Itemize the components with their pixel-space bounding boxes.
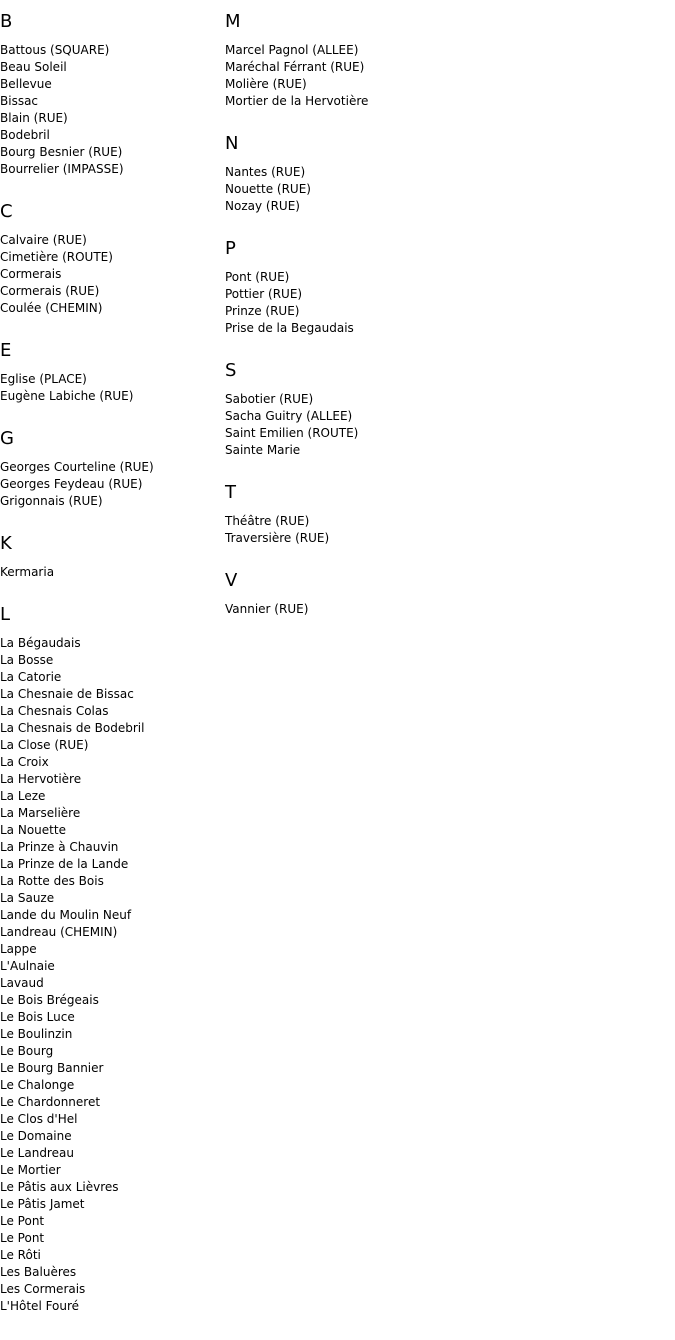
street-link-le-chardonneret[interactable]: Le Chardonneret (0, 1095, 101, 1109)
street-list-item (225, 269, 525, 286)
street-list-item (0, 890, 220, 907)
street-list (0, 564, 220, 581)
street-list-item (0, 975, 220, 992)
letter-section-p (225, 238, 525, 349)
street-list-item (0, 266, 220, 283)
street-link-eglise-place[interactable]: Eglise (PLACE) (0, 372, 87, 386)
street-link-battous-square[interactable]: Battous (SQUARE) (0, 43, 110, 57)
letter-heading-s: S (225, 360, 237, 381)
street-link-la-chesnais-colas[interactable]: La Chesnais Colas (0, 704, 109, 718)
street-link-la-chesnais-de-bodebril[interactable]: La Chesnais de Bodebril (0, 721, 145, 735)
street-list-item (0, 839, 220, 856)
street-list-item (0, 1043, 220, 1060)
street-list-item (0, 1230, 220, 1247)
street-link-la-rotte-des-bois[interactable]: La Rotte des Bois (0, 874, 104, 888)
street-list-item (0, 703, 220, 720)
street-list-item (0, 1298, 220, 1315)
street-list-item (0, 1281, 220, 1298)
street-list-item (225, 181, 525, 198)
street-list-item (0, 161, 220, 178)
street-list-item (0, 669, 220, 686)
street-list-item (0, 873, 220, 890)
street-list-item (225, 59, 525, 76)
street-link-georges-courteline-rue[interactable]: Georges Courteline (RUE) (0, 460, 154, 474)
street-list-item (0, 300, 220, 317)
street-link-la-hervotiere[interactable]: La Hervotière (0, 772, 82, 786)
street-list-item (225, 408, 525, 425)
street-list-item (0, 941, 220, 958)
street-list-item (0, 76, 220, 93)
street-link-blain-rue[interactable]: Blain (RUE) (0, 111, 68, 125)
street-list-item (225, 93, 525, 110)
street-link-lappe[interactable]: Lappe (0, 942, 37, 956)
street-list-item (0, 1247, 220, 1264)
street-link-bellevue[interactable]: Bellevue (0, 77, 52, 91)
street-list-item (0, 59, 220, 76)
street-link-le-patis-aux-lievres[interactable]: Le Pâtis aux Lièvres (0, 1180, 119, 1194)
street-list-item (0, 232, 220, 249)
street-link-coulee-chemin[interactable]: Coulée (CHEMIN) (0, 301, 103, 315)
street-link-beau-soleil[interactable]: Beau Soleil (0, 60, 67, 74)
street-link-cormerais[interactable]: Cormerais (0, 267, 62, 281)
street-link-sabotier-rue[interactable]: Sabotier (RUE) (225, 392, 314, 406)
letter-heading-t: T (225, 482, 236, 503)
section-spacer (225, 547, 525, 559)
street-list (225, 42, 525, 110)
section-spacer (0, 317, 220, 329)
street-link-eugene-labiche-rue[interactable]: Eugène Labiche (RUE) (0, 389, 134, 403)
street-link-bourg-besnier-rue[interactable]: Bourg Besnier (RUE) (0, 145, 123, 159)
street-link-la-chesnaie-de-bissac[interactable]: La Chesnaie de Bissac (0, 687, 134, 701)
street-list-item (0, 1111, 220, 1128)
street-link-le-domaine[interactable]: Le Domaine (0, 1129, 72, 1143)
street-link-le-landreau[interactable]: Le Landreau (0, 1146, 74, 1160)
street-link-le-mortier[interactable]: Le Mortier (0, 1163, 61, 1177)
street-list-item (0, 1196, 220, 1213)
section-spacer (0, 581, 220, 593)
street-list-item (0, 1077, 220, 1094)
street-list (0, 42, 220, 178)
letter-section-g (0, 428, 220, 522)
street-link-la-close-rue[interactable]: La Close (RUE) (0, 738, 89, 752)
street-link-cimetiere-route[interactable]: Cimetière (ROUTE) (0, 250, 113, 264)
street-index-right-column (225, 0, 525, 630)
street-list-item (0, 805, 220, 822)
street-link-la-sauze[interactable]: La Sauze (0, 891, 55, 905)
street-list-item (0, 907, 220, 924)
street-list-item (0, 1264, 220, 1281)
street-list (0, 371, 220, 405)
street-link-pont-rue[interactable]: Pont (RUE) (225, 270, 290, 284)
letter-heading-m: M (225, 11, 241, 32)
street-list-item (225, 76, 525, 93)
street-link-georges-feydeau-rue[interactable]: Georges Feydeau (RUE) (0, 477, 143, 491)
street-link-vannier-rue[interactable]: Vannier (RUE) (225, 602, 309, 616)
street-list-item (0, 1060, 220, 1077)
street-link-le-bois-luce[interactable]: Le Bois Luce (0, 1010, 75, 1024)
letter-heading-e: E (0, 340, 12, 361)
street-list (0, 459, 220, 510)
letter-heading-l: L (0, 604, 11, 625)
street-link-la-prinze-de-la-lande[interactable]: La Prinze de la Lande (0, 857, 129, 871)
street-list-item (0, 720, 220, 737)
street-link-calvaire-rue[interactable]: Calvaire (RUE) (0, 233, 87, 247)
street-list-item (0, 652, 220, 669)
street-list-item (0, 754, 220, 771)
street-list-item (225, 303, 525, 320)
street-link-nouette-rue[interactable]: Nouette (RUE) (225, 182, 311, 196)
letter-heading-v: V (225, 570, 238, 591)
letter-section-l (0, 604, 220, 1327)
section-spacer (0, 1315, 220, 1327)
street-link-l-hotel-foure[interactable]: L'Hôtel Fouré (0, 1299, 80, 1313)
street-list-item (0, 388, 220, 405)
street-list (225, 164, 525, 215)
street-link-la-nouette[interactable]: La Nouette (0, 823, 66, 837)
street-list-item (0, 958, 220, 975)
street-link-le-bois-bregeais[interactable]: Le Bois Brégeais (0, 993, 99, 1007)
street-link-le-patis-jamet[interactable]: Le Pâtis Jamet (0, 1197, 85, 1211)
street-link-le-bourg-bannier[interactable]: Le Bourg Bannier (0, 1061, 104, 1075)
street-list-item (0, 127, 220, 144)
section-spacer (0, 405, 220, 417)
street-list-item (0, 144, 220, 161)
letter-section-s (225, 360, 525, 471)
letter-heading-b: B (0, 11, 13, 32)
street-link-la-croix[interactable]: La Croix (0, 755, 49, 769)
street-link-le-pont[interactable]: Le Pont (0, 1214, 45, 1228)
street-list-item (225, 164, 525, 181)
street-link-traversiere-rue[interactable]: Traversière (RUE) (225, 531, 330, 545)
street-link-le-boulinzin[interactable]: Le Boulinzin (0, 1027, 73, 1041)
street-link-la-leze[interactable]: La Leze (0, 789, 46, 803)
street-link-les-balueres[interactable]: Les Baluères (0, 1265, 77, 1279)
street-list-item (0, 1162, 220, 1179)
street-list-item (225, 198, 525, 215)
street-link-la-prinze-a-chauvin[interactable]: La Prinze à Chauvin (0, 840, 119, 854)
street-list-item (0, 1026, 220, 1043)
street-list-item (225, 513, 525, 530)
street-list-item (0, 771, 220, 788)
street-link-pottier-rue[interactable]: Pottier (RUE) (225, 287, 303, 301)
street-list-item (0, 1213, 220, 1230)
letter-section-b (0, 11, 220, 190)
street-list-item (0, 371, 220, 388)
street-link-la-bosse[interactable]: La Bosse (0, 653, 54, 667)
section-spacer (0, 178, 220, 190)
street-list-item (0, 822, 220, 839)
street-link-kermaria[interactable]: Kermaria (0, 565, 55, 579)
street-link-sainte-marie[interactable]: Sainte Marie (225, 443, 301, 457)
street-link-marechal-ferrant-rue[interactable]: Maréchal Férrant (RUE) (225, 60, 365, 74)
street-list-item (225, 391, 525, 408)
street-link-nantes-rue[interactable]: Nantes (RUE) (225, 165, 306, 179)
letter-section-t (225, 482, 525, 559)
letter-heading-c: C (0, 201, 13, 222)
street-list-item (225, 320, 525, 337)
street-link-cormerais-rue[interactable]: Cormerais (RUE) (0, 284, 100, 298)
street-link-lavaud[interactable]: Lavaud (0, 976, 44, 990)
street-list-item (225, 601, 525, 618)
letter-heading-n: N (225, 133, 239, 154)
street-list-item (0, 493, 220, 510)
street-link-le-chalonge[interactable]: Le Chalonge (0, 1078, 75, 1092)
letter-heading-g: G (0, 428, 14, 449)
street-index-left-column (0, 0, 220, 1327)
letter-section-m (225, 11, 525, 122)
street-link-le-pont[interactable]: Le Pont (0, 1231, 45, 1245)
street-list-item (0, 564, 220, 581)
street-list (225, 601, 525, 618)
street-link-marcel-pagnol-allee[interactable]: Marcel Pagnol (ALLEE) (225, 43, 359, 57)
street-link-prise-de-la-begaudais[interactable]: Prise de la Begaudais (225, 321, 354, 335)
street-link-la-catorie[interactable]: La Catorie (0, 670, 62, 684)
street-list (225, 269, 525, 337)
section-spacer (225, 110, 525, 122)
street-list-item (0, 1179, 220, 1196)
street-link-le-roti[interactable]: Le Rôti (0, 1248, 41, 1262)
street-link-la-begaudais[interactable]: La Bégaudais (0, 636, 81, 650)
street-list-item (0, 42, 220, 59)
street-list-item (0, 110, 220, 127)
street-link-bourrelier-impasse[interactable]: Bourrelier (IMPASSE) (0, 162, 124, 176)
section-spacer (225, 618, 525, 630)
street-link-nozay-rue[interactable]: Nozay (RUE) (225, 199, 300, 213)
street-link-bodebril[interactable]: Bodebril (0, 128, 50, 142)
letter-section-k (0, 533, 220, 593)
street-list-item (0, 737, 220, 754)
street-list (0, 232, 220, 317)
street-link-mortier-de-la-hervotiere[interactable]: Mortier de la Hervotière (225, 94, 369, 108)
street-link-bissac[interactable]: Bissac (0, 94, 39, 108)
street-list-item (0, 635, 220, 652)
street-list-item (0, 1094, 220, 1111)
street-list-item (0, 93, 220, 110)
street-link-le-bourg[interactable]: Le Bourg (0, 1044, 54, 1058)
letter-section-n (225, 133, 525, 227)
street-list (225, 513, 525, 547)
street-list-item (225, 442, 525, 459)
street-list-item (0, 249, 220, 266)
street-link-grigonnais-rue[interactable]: Grigonnais (RUE) (0, 494, 103, 508)
street-list-item (0, 1145, 220, 1162)
section-spacer (225, 215, 525, 227)
street-list-item (0, 686, 220, 703)
street-link-sacha-guitry-allee[interactable]: Sacha Guitry (ALLEE) (225, 409, 353, 423)
street-link-moliere-rue[interactable]: Molière (RUE) (225, 77, 307, 91)
letter-section-v (225, 570, 525, 630)
street-list-item (0, 924, 220, 941)
street-list-item (0, 992, 220, 1009)
letter-heading-k: K (0, 533, 12, 554)
street-list-item (225, 425, 525, 442)
street-list-item (225, 286, 525, 303)
street-list (0, 635, 220, 1315)
street-link-lande-du-moulin-neuf[interactable]: Lande du Moulin Neuf (0, 908, 132, 922)
letter-section-e (0, 340, 220, 417)
section-spacer (225, 337, 525, 349)
street-list-item (0, 283, 220, 300)
street-link-l-aulnaie[interactable]: L'Aulnaie (0, 959, 55, 973)
street-list (225, 391, 525, 459)
street-list-item (0, 459, 220, 476)
street-list-item (0, 476, 220, 493)
street-link-le-clos-d-hel[interactable]: Le Clos d'Hel (0, 1112, 78, 1126)
section-spacer (0, 510, 220, 522)
street-list-item (0, 1009, 220, 1026)
street-link-la-marseliere[interactable]: La Marselière (0, 806, 81, 820)
street-link-les-cormerais[interactable]: Les Cormerais (0, 1282, 86, 1296)
street-link-landreau-chemin[interactable]: Landreau (CHEMIN) (0, 925, 118, 939)
letter-heading-p: P (225, 238, 236, 259)
street-link-saint-emilien-route[interactable]: Saint Emilien (ROUTE) (225, 426, 359, 440)
letter-section-c (0, 201, 220, 329)
street-list-item (0, 856, 220, 873)
street-list-item (225, 42, 525, 59)
street-list-item (225, 530, 525, 547)
section-spacer (225, 459, 525, 471)
street-link-prinze-rue[interactable]: Prinze (RUE) (225, 304, 300, 318)
street-list-item (0, 788, 220, 805)
street-list-item (0, 1128, 220, 1145)
street-link-theatre-rue[interactable]: Théâtre (RUE) (225, 514, 310, 528)
